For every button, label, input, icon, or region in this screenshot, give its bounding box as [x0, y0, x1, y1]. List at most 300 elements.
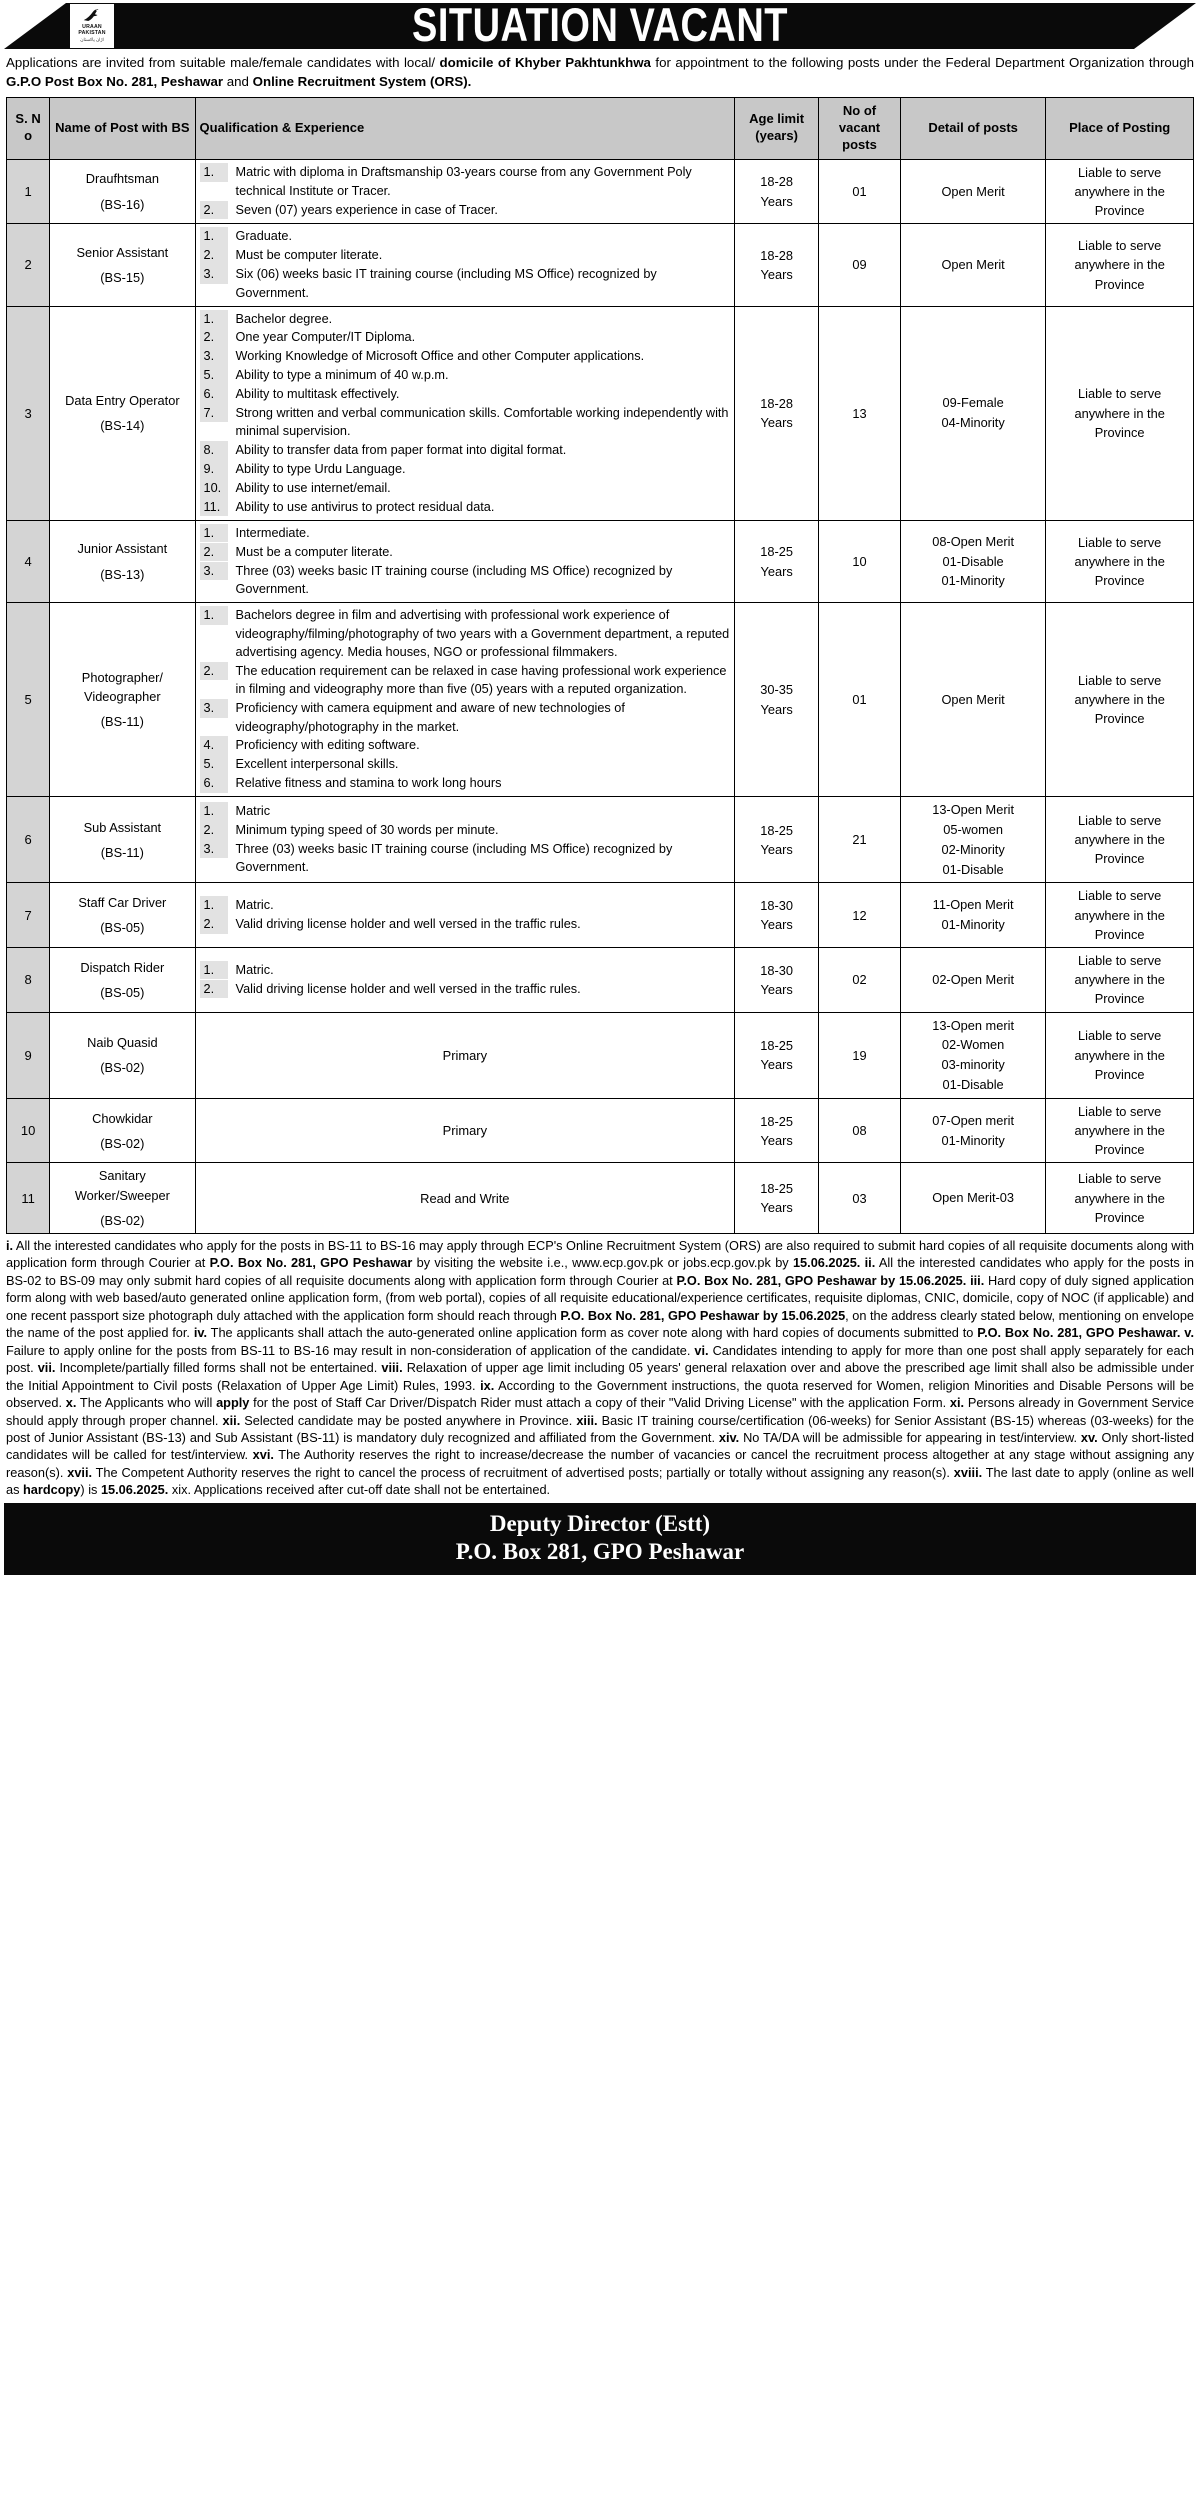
- qualification-text: The education requirement can be relaxed in case having professional work experience in filming and videography more than five (05) years with a reputed organization.: [235, 663, 727, 697]
- qualification-number: 1.: [200, 524, 228, 542]
- post-detail-line: 01-Minority: [941, 1132, 1005, 1148]
- qualification-item: [200, 802, 731, 820]
- qualification-item: [200, 736, 731, 754]
- qualification-item: [200, 310, 731, 328]
- qualification-number: 3.: [200, 699, 228, 717]
- cell-vacant-count: 08: [819, 1098, 901, 1163]
- table-row: [7, 797, 1194, 883]
- cell-sno: 2: [7, 224, 50, 306]
- cell-vacant-count: 09: [819, 224, 901, 306]
- qualification-list: [200, 802, 731, 877]
- cell-place-posting: Liable to serve anywhere in the Province: [1046, 1012, 1194, 1098]
- cell-qualification: [195, 797, 735, 883]
- qualification-text: Valid driving license holder and well versed in the traffic rules.: [235, 981, 581, 996]
- cell-sno: 9: [7, 1012, 50, 1098]
- age-line: 18-30: [760, 898, 793, 914]
- bird-icon: [81, 7, 103, 24]
- intro-part-3: and: [223, 74, 253, 90]
- post-detail-line: 13-Open merit: [932, 1017, 1014, 1033]
- intro-part-2: for appointment to the following posts under the Federal Department Organization through: [650, 55, 1194, 70]
- age-line: Years: [760, 917, 793, 933]
- post-detail-line: 03-minority: [941, 1057, 1005, 1073]
- cell-post-detail: [900, 224, 1045, 306]
- age-line: Years: [760, 701, 793, 717]
- cell-post-name: [50, 224, 195, 306]
- signatory-title: Deputy Director (Estt): [489, 1510, 711, 1536]
- cell-post-name: [50, 1163, 195, 1234]
- note-text: Hard copy of duly signed application form along with web based/auto generated online application form, (from web portal), copies of all requisite educational/experience certificates, requisite diplomas, CNIC, domicile, copy of NOC (if applicable) and one recent passport size photograph duly attached with the application form should reach through: [6, 1272, 1194, 1323]
- qualification-number: 2.: [200, 821, 228, 839]
- qualification-item: [200, 562, 731, 599]
- post-detail-line: 11-Open Merit: [932, 897, 1014, 913]
- post-detail-line: 02-Open Merit: [932, 971, 1014, 987]
- qualification-item: [200, 460, 731, 478]
- qualification-item: [200, 328, 731, 346]
- post-detail-line: 04-Minority: [941, 415, 1005, 431]
- cell-place-posting: Liable to serve anywhere in the Province: [1046, 883, 1194, 948]
- qualification-text: Ability to type Urdu Language.: [235, 462, 406, 477]
- cell-qualification: [195, 948, 735, 1013]
- qualification-text: Relative fitness and stamina to work long hours: [235, 776, 502, 791]
- cell-age-limit: [735, 159, 819, 224]
- qualification-item: [200, 699, 731, 736]
- cell-qualification: Primary: [195, 1012, 735, 1098]
- qualification-number: 10.: [200, 479, 228, 497]
- note-emphasis: xvi.: [252, 1447, 274, 1463]
- cell-vacant-count: 12: [819, 883, 901, 948]
- qualification-item: [200, 246, 731, 264]
- qualification-list: [200, 606, 731, 793]
- qualification-number: 5.: [200, 755, 228, 773]
- age-line: 18-25: [760, 544, 793, 560]
- instructions-paragraph: [6, 1237, 1194, 1499]
- post-title: Dispatch Rider: [80, 959, 165, 975]
- post-bs-grade: (BS-14): [100, 418, 145, 434]
- qualification-text: Six (06) weeks basic IT training course (including MS Office) recognized by Government.: [235, 267, 657, 300]
- age-line: Years: [760, 563, 793, 579]
- cell-post-detail: [900, 1098, 1045, 1163]
- post-detail-line: Open Merit: [941, 691, 1005, 707]
- qualification-text: Seven (07) years experience in case of Tracer.: [235, 202, 498, 217]
- qualification-item: [200, 441, 731, 459]
- qualification-text: Intermediate.: [235, 525, 310, 540]
- intro-bold-ors: Online Recruitment System (ORS).: [252, 74, 472, 90]
- qualification-item: [200, 774, 731, 792]
- table-row: [7, 306, 1194, 520]
- col-header-post: Name of Post with BS: [50, 97, 195, 159]
- qualification-number: 6.: [200, 385, 228, 403]
- cell-sno: 8: [7, 948, 50, 1013]
- qualification-item: [200, 821, 731, 839]
- banner: [4, 3, 1196, 49]
- cell-sno: 6: [7, 797, 50, 883]
- cell-vacant-count: 10: [819, 520, 901, 602]
- note-emphasis: vi.: [694, 1342, 709, 1358]
- age-line: 18-30: [760, 962, 793, 978]
- post-detail-line: 13-Open Merit: [932, 802, 1014, 818]
- note-emphasis: xv.: [1080, 1430, 1098, 1446]
- age-line: Years: [760, 193, 793, 209]
- qualification-text: Working Knowledge of Microsoft Office and other Computer applications.: [235, 349, 645, 364]
- qualification-item: [200, 980, 731, 998]
- note-emphasis: xiii.: [576, 1412, 598, 1428]
- qualification-text: Ability to multitask effectively.: [235, 387, 400, 402]
- table-row: [7, 1012, 1194, 1098]
- cell-post-name: [50, 883, 195, 948]
- note-emphasis: xi.: [949, 1395, 965, 1411]
- qualification-text: Minimum typing speed of 30 words per minute.: [235, 823, 499, 838]
- post-bs-grade: (BS-02): [100, 1135, 145, 1151]
- cell-sno: 11: [7, 1163, 50, 1234]
- qualification-text: Proficiency with editing software.: [235, 738, 420, 753]
- age-line: 18-25: [760, 1181, 793, 1197]
- note-text: Failure to apply online for the posts from BS-11 to BS-16 may result in non-consideration of application of the candidate.: [6, 1342, 695, 1358]
- qualification-list: [200, 227, 731, 302]
- cell-sno: 7: [7, 883, 50, 948]
- cell-post-name: [50, 1012, 195, 1098]
- qualification-item: [200, 498, 731, 516]
- cell-place-posting: Liable to serve anywhere in the Province: [1046, 224, 1194, 306]
- post-bs-grade: (BS-16): [100, 196, 145, 212]
- qualification-number: 1.: [200, 802, 228, 820]
- col-header-place-posting: Place of Posting: [1046, 97, 1194, 159]
- note-text: All the interested candidates who apply for the posts in BS-11 to BS-16 may apply through ECP's Online Recruitment System (ORS) are also required to submit hard copies of all requisite documents along with application form through Courier at: [6, 1238, 1194, 1271]
- table-row: [7, 603, 1194, 797]
- age-line: Years: [760, 415, 793, 431]
- qualification-number: 4.: [200, 736, 228, 754]
- post-detail-line: 01-Minority: [941, 573, 1005, 589]
- cell-qualification: Primary: [195, 1098, 735, 1163]
- note-emphasis: P.O. Box No. 281, GPO Peshawar by 15.06.2025: [560, 1307, 846, 1323]
- cell-qualification: Read and Write: [195, 1163, 735, 1234]
- cell-age-limit: [735, 1098, 819, 1163]
- note-emphasis: hardcopy: [23, 1482, 81, 1498]
- qualification-text: Excellent interpersonal skills.: [235, 757, 399, 772]
- post-title: Senior Assistant: [76, 244, 169, 260]
- cell-post-name: [50, 159, 195, 224]
- cell-place-posting: Liable to serve anywhere in the Province: [1046, 520, 1194, 602]
- cell-post-name: [50, 948, 195, 1013]
- cell-post-name: [50, 520, 195, 602]
- uraan-pakistan-logo: [70, 4, 114, 48]
- note-emphasis: apply: [216, 1395, 250, 1411]
- col-header-detail-posts: Detail of posts: [900, 97, 1045, 159]
- table-row: [7, 520, 1194, 602]
- qualification-item: [200, 915, 731, 933]
- qualification-number: 3.: [200, 562, 228, 580]
- note-text: No TA/DA will be admissible for appearing in test/interview.: [739, 1430, 1081, 1446]
- cell-vacant-count: 01: [819, 159, 901, 224]
- cell-age-limit: [735, 520, 819, 602]
- cell-age-limit: [735, 948, 819, 1013]
- cell-age-limit: [735, 883, 819, 948]
- cell-post-detail: [900, 797, 1045, 883]
- qualification-item: [200, 366, 731, 384]
- qualification-number: 5.: [200, 366, 228, 384]
- cell-post-detail: [900, 1163, 1045, 1234]
- qualification-number: 2.: [200, 980, 228, 998]
- post-bs-grade: (BS-05): [100, 920, 145, 936]
- qualification-number: 1.: [200, 227, 228, 245]
- age-line: Years: [760, 1057, 793, 1073]
- cell-qualification: [195, 520, 735, 602]
- age-line: 18-28: [760, 174, 793, 190]
- post-detail-line: 01-Minority: [941, 917, 1005, 933]
- vacancy-table: [6, 97, 1194, 1234]
- table-row: [7, 948, 1194, 1013]
- cell-qualification: [195, 306, 735, 520]
- col-header-sno: S. N o: [7, 97, 50, 159]
- qualification-item: [200, 385, 731, 403]
- table-row: [7, 1163, 1194, 1234]
- cell-place-posting: Liable to serve anywhere in the Province: [1046, 603, 1194, 797]
- post-detail-line: Open Merit: [941, 257, 1005, 273]
- note-text: xix. Applications received after cut-off date shall not be entertained.: [168, 1482, 551, 1498]
- qualification-list: [200, 896, 731, 933]
- qualification-number: 7.: [200, 404, 228, 422]
- note-text: The Applicants who will: [76, 1395, 217, 1411]
- post-title: Sanitary Worker/Sweeper: [74, 1168, 170, 1203]
- age-line: 18-28: [760, 396, 793, 412]
- qualification-number: 1.: [200, 606, 228, 624]
- note-emphasis: ix.: [480, 1377, 495, 1393]
- post-title: Sub Assistant: [83, 819, 162, 835]
- cell-post-name: [50, 603, 195, 797]
- cell-sno: 10: [7, 1098, 50, 1163]
- note-emphasis: xii.: [222, 1412, 241, 1428]
- post-bs-grade: (BS-02): [100, 1060, 145, 1076]
- post-bs-grade: (BS-11): [100, 844, 144, 860]
- table-body: [7, 159, 1194, 1233]
- age-line: Years: [760, 981, 793, 997]
- intro-bold-postbox: G.P.O Post Box No. 281, Peshawar: [6, 74, 224, 90]
- table-header: [7, 97, 1194, 159]
- cell-vacant-count: 02: [819, 948, 901, 1013]
- post-detail-line: 07-Open merit: [932, 1112, 1014, 1128]
- cell-post-detail: [900, 159, 1045, 224]
- qualification-text: Ability to type a minimum of 40 w.p.m.: [235, 368, 449, 383]
- qualification-list: [200, 163, 731, 219]
- qualification-text: Matric.: [235, 898, 274, 913]
- age-line: 30-35: [760, 682, 793, 698]
- note-text: Only short-listed candidates will be called for test/interview.: [6, 1430, 1194, 1463]
- cell-place-posting: Liable to serve anywhere in the Province: [1046, 948, 1194, 1013]
- note-text: The applicants shall attach the auto-generated online application form as cover note along with hard copies of documents submitted to: [207, 1325, 978, 1341]
- post-bs-grade: (BS-05): [100, 984, 145, 1000]
- qualification-text: Valid driving license holder and well versed in the traffic rules.: [235, 917, 581, 932]
- cell-place-posting: Liable to serve anywhere in the Province: [1046, 306, 1194, 520]
- cell-age-limit: [735, 224, 819, 306]
- qualification-number: 2.: [200, 543, 228, 561]
- post-title: Junior Assistant: [77, 541, 168, 557]
- post-title: Staff Car Driver: [78, 895, 167, 911]
- qualification-text: Matric with diploma in Draftsmanship 03-years course from any Government Poly technical Institute or Tracer.: [235, 165, 692, 198]
- col-header-qualification: Qualification & Experience: [195, 97, 735, 159]
- cell-age-limit: [735, 306, 819, 520]
- note-text: ) is: [80, 1482, 101, 1498]
- table-row: [7, 883, 1194, 948]
- post-detail-line: Open Merit-03: [932, 1190, 1014, 1206]
- qualification-number: 9.: [200, 460, 228, 478]
- qualification-item: [200, 347, 731, 365]
- age-line: 18-25: [760, 1113, 793, 1129]
- age-line: Years: [760, 841, 793, 857]
- note-emphasis: xvii.: [67, 1464, 93, 1480]
- note-text: by visiting the website i.e., www.ecp.gov.pk or jobs.ecp.gov.pk by: [412, 1255, 793, 1271]
- post-detail-line: 01-Disable: [942, 553, 1004, 569]
- note-emphasis: 15.06.2025. ii.: [792, 1255, 876, 1271]
- post-bs-grade: (BS-13): [100, 566, 145, 582]
- qualification-text: Ability to use internet/email.: [235, 481, 391, 496]
- cell-post-detail: [900, 520, 1045, 602]
- qualification-list: [200, 524, 731, 599]
- cell-qualification: [195, 159, 735, 224]
- note-text: Basic IT training course/certification (06-weeks) for Senior Assistant (BS-15) whereas (03-weeks) for the post of Junior Assistant (BS-13) and Sub Assistant (BS-11) is mandatory duly recognized and affiliated from the Government.: [6, 1412, 1195, 1446]
- qualification-number: 2.: [200, 662, 228, 680]
- cell-post-detail: [900, 883, 1045, 948]
- note-text: Incomplete/partially filled forms shall not be entertained.: [55, 1360, 382, 1376]
- cell-place-posting: Liable to serve anywhere in the Province: [1046, 159, 1194, 224]
- age-line: Years: [760, 266, 793, 282]
- qualification-list: [200, 961, 731, 998]
- qualification-item: [200, 543, 731, 561]
- qualification-text: Three (03) weeks basic IT training course (including MS Office) recognized by Government.: [235, 842, 673, 875]
- cell-qualification: [195, 603, 735, 797]
- qualification-list: [200, 310, 731, 517]
- intro-part-1: Applications are invited from suitable male/female candidates with local/: [6, 55, 440, 70]
- advertisement-page: [0, 3, 1200, 1575]
- note-emphasis: P.O. Box No. 281, GPO Peshawar. v.: [977, 1325, 1194, 1341]
- qualification-number: 1.: [200, 961, 228, 979]
- cell-vacant-count: 13: [819, 306, 901, 520]
- note-emphasis: x.: [65, 1395, 77, 1411]
- post-detail-line: 05-women: [943, 821, 1003, 837]
- qualification-number: 11.: [200, 498, 228, 516]
- intro-bold-domicile: domicile of Khyber Pakhtunkhwa: [439, 55, 651, 70]
- note-emphasis: xviii.: [953, 1464, 983, 1480]
- post-title: Draufhtsman: [85, 171, 159, 187]
- note-emphasis: viii.: [381, 1360, 403, 1376]
- intro-paragraph: [0, 49, 1200, 95]
- qualification-text: Bachelors degree in film and advertising with professional work experience of videography/filming/photography of two years with a Government department, a reputed advertising agency. Media houses, NGO or professional filmmakers.: [235, 608, 730, 659]
- note-emphasis: P.O. Box No. 281, GPO Peshawar by 15.06.2025. iii.: [676, 1272, 985, 1288]
- qualification-item: [200, 662, 731, 699]
- cell-age-limit: [735, 603, 819, 797]
- qualification-item: [200, 265, 731, 302]
- table-row: [7, 1098, 1194, 1163]
- signatory-address: P.O. Box 281, GPO Peshawar: [455, 1538, 745, 1564]
- col-header-age-limit: Age limit (years): [735, 97, 819, 159]
- note-text: Relaxation of upper age limit including 05 years' general relaxation over and above the prescribed age limit shall also be admissible under the Initial Appointment to Civil posts (Relaxation of Upper Age Limit) Rules, 1993.: [6, 1360, 1194, 1393]
- cell-vacant-count: 21: [819, 797, 901, 883]
- table-row: [7, 159, 1194, 224]
- post-detail-line: Open Merit: [941, 183, 1005, 199]
- post-detail-line: 02-Minority: [941, 841, 1005, 857]
- post-detail-line: 02-Women: [941, 1037, 1005, 1053]
- cell-place-posting: Liable to serve anywhere in the Province: [1046, 1098, 1194, 1163]
- note-text: The Authority reserves the right to increase/decrease the number of vacancies or cancel the recruitment process altogether at any stage without assigning any reason(s).: [6, 1447, 1194, 1480]
- note-text: The Competent Authority reserves the right to cancel the process of recruitment of advertised posts; partially or totally without assigning any reason(s).: [92, 1464, 954, 1480]
- qualification-number: 3.: [200, 840, 228, 858]
- cell-sno: 4: [7, 520, 50, 602]
- cell-post-detail: [900, 948, 1045, 1013]
- cell-post-name: [50, 1098, 195, 1163]
- qualification-number: 2.: [200, 328, 228, 346]
- note-text: Selected candidate may be posted anywhere in Province.: [240, 1412, 577, 1428]
- qualification-number: 2.: [200, 201, 228, 219]
- cell-post-detail: [900, 603, 1045, 797]
- page-title: SITUATION VACANT: [411, 3, 788, 49]
- post-bs-grade: (BS-15): [100, 269, 145, 285]
- post-title: Chowkidar: [92, 1110, 153, 1126]
- age-line: 18-25: [760, 822, 793, 838]
- signature-block: [4, 1503, 1196, 1575]
- cell-qualification: [195, 883, 735, 948]
- note-emphasis: P.O. Box No. 281, GPO Peshawar: [209, 1255, 413, 1271]
- qualification-text: Graduate.: [235, 229, 292, 244]
- note-text: Candidates intending to apply for more than one post shall apply separately for each post.: [6, 1342, 1195, 1376]
- logo-urdu-text: اڑان پاکستان: [80, 37, 104, 43]
- qualification-text: Ability to use antivirus to protect residual data.: [235, 500, 495, 515]
- post-detail-line: 09-Female: [942, 395, 1004, 411]
- qualification-number: 1.: [200, 163, 228, 181]
- cell-sno: 3: [7, 306, 50, 520]
- cell-vacant-count: 19: [819, 1012, 901, 1098]
- cell-vacant-count: 01: [819, 603, 901, 797]
- age-line: Years: [760, 1200, 793, 1216]
- qualification-item: [200, 840, 731, 877]
- cell-place-posting: Liable to serve anywhere in the Province: [1046, 1163, 1194, 1234]
- cell-age-limit: [735, 1163, 819, 1234]
- qualification-text: Ability to transfer data from paper format into digital format.: [235, 443, 567, 458]
- note-emphasis: iv.: [193, 1325, 208, 1341]
- qualification-text: Matric.: [235, 962, 274, 977]
- qualification-text: Matric: [235, 804, 271, 819]
- qualification-text: One year Computer/IT Diploma.: [235, 330, 416, 345]
- post-bs-grade: (BS-02): [100, 1212, 145, 1228]
- age-line: 18-28: [760, 247, 793, 263]
- post-detail-line: 08-Open Merit: [932, 533, 1014, 549]
- qualification-item: [200, 896, 731, 914]
- logo-line-1: URAAN: [82, 24, 102, 30]
- cell-sno: 1: [7, 159, 50, 224]
- qualification-text: Three (03) weeks basic IT training course (including MS Office) recognized by Government.: [235, 563, 673, 597]
- cell-qualification: [195, 224, 735, 306]
- table-row: [7, 224, 1194, 306]
- cell-sno: 5: [7, 603, 50, 797]
- table-header-row: [7, 97, 1194, 159]
- post-title: Naib Quasid: [87, 1035, 158, 1051]
- cell-post-name: [50, 797, 195, 883]
- note-text: for the post of Staff Car Driver/Dispatch Rider must attach a copy of their "Valid Driving License" with the application Form.: [249, 1395, 950, 1411]
- qualification-item: [200, 606, 731, 661]
- qualification-number: 3.: [200, 265, 228, 283]
- note-emphasis: xiv.: [718, 1430, 740, 1446]
- note-text: According to the Government instructions, the quota reserved for Women, religion Minorities and Disable Persons will be observed.: [6, 1377, 1194, 1411]
- post-detail-line: 01-Disable: [942, 861, 1004, 877]
- qualification-number: 2.: [200, 246, 228, 264]
- qualification-text: Strong written and verbal communication skills. Comfortable working independently with minimal supervision.: [235, 406, 729, 439]
- cell-post-name: [50, 306, 195, 520]
- post-detail-line: 01-Disable: [942, 1077, 1004, 1093]
- note-emphasis: 15.06.2025.: [100, 1482, 169, 1498]
- post-bs-grade: (BS-11): [100, 714, 144, 730]
- qualification-item: [200, 163, 731, 200]
- qualification-item: [200, 479, 731, 497]
- note-emphasis: i.: [6, 1238, 14, 1254]
- cell-age-limit: [735, 1012, 819, 1098]
- note-text: The last date to apply (online as well as: [6, 1464, 1195, 1498]
